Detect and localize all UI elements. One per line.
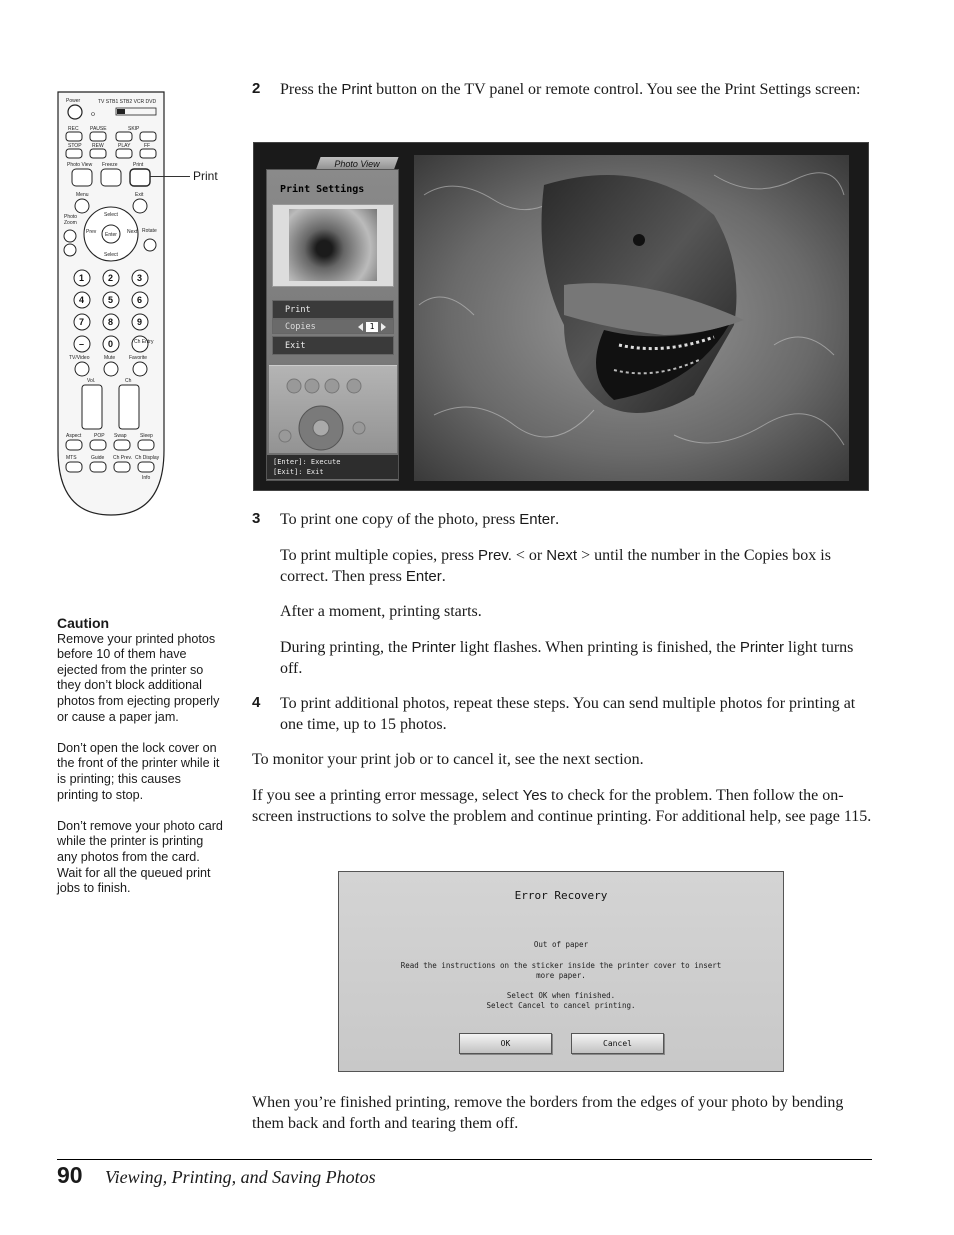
svg-text:SKIP: SKIP <box>128 126 140 132</box>
monitor-paragraph: To monitor your print job or to cancel it, see the next section. <box>252 751 644 768</box>
svg-text:Info: Info <box>142 475 151 481</box>
print-button-ref: Print <box>341 81 373 98</box>
print-settings-screenshot <box>253 142 869 491</box>
favorite-button[interactable] <box>133 362 147 376</box>
svg-text:Ch: Ch <box>125 378 132 384</box>
svg-text:Freeze: Freeze <box>102 162 118 168</box>
tv-video-button[interactable] <box>75 362 89 376</box>
exit-button[interactable] <box>133 199 147 213</box>
step-3-number: 3 <box>252 510 261 527</box>
step-3-paragraph-4: During printing, the Printer light flashes. When printing is finished, the Printer light turns off. <box>280 639 854 677</box>
svg-text:Exit: Exit <box>135 192 144 198</box>
step-4-number: 4 <box>252 694 261 711</box>
ff-button[interactable] <box>140 149 156 158</box>
svg-text:8: 8 <box>108 317 114 327</box>
ok-button[interactable]: OK <box>459 1033 552 1054</box>
zoom-out-button[interactable] <box>64 244 76 256</box>
caution-paragraph-1: Remove your printed photos before 10 of them have ejected from the printer so they don’t block additional photos from ejecting properly or cause a paper jam. <box>57 631 220 724</box>
error-line-2: Read the instructions on the sticker inside the printer cover to insert <box>400 961 722 970</box>
svg-text:Vol.: Vol. <box>87 378 96 384</box>
mute-button[interactable] <box>104 362 118 376</box>
stop-button[interactable] <box>66 149 82 158</box>
svg-text:Select: Select <box>104 212 118 218</box>
error-line-1: Out of paper <box>533 940 589 949</box>
menu-item-copies[interactable]: Copies 1 <box>272 319 394 334</box>
svg-text:7: 7 <box>79 317 85 327</box>
rec-button[interactable] <box>66 132 82 141</box>
step-3-paragraph-2: To print multiple copies, press Prev. < or Next > until the number in the Copies box is correct. Then press Enter. <box>280 547 831 585</box>
photo-thumbnail <box>272 204 394 287</box>
sleep-button[interactable] <box>138 440 154 450</box>
footer-rule <box>57 1159 872 1160</box>
ch-display-button[interactable] <box>138 462 154 472</box>
svg-text:PAUSE: PAUSE <box>90 126 107 132</box>
svg-text:Menu: Menu <box>76 192 89 198</box>
caution-note <box>57 616 225 912</box>
power-label: Power <box>66 98 81 104</box>
svg-text:9: 9 <box>137 317 143 327</box>
step-4-text: To print additional photos, repeat these steps. You can send multiple photos for printing at one time, up to 15 photos. <box>280 695 856 733</box>
running-title: Viewing, Printing, and Saving Photos <box>105 1167 376 1187</box>
error-line-4: Select OK when finished. <box>506 991 616 1000</box>
svg-text:Guide: Guide <box>91 455 105 461</box>
finish-paragraph: When you’re finished printing, remove the borders from the edges of your photo by bending them back and forth and tearing them off. <box>252 1094 844 1132</box>
svg-text:POP: POP <box>94 433 105 439</box>
svg-text:FF: FF <box>144 143 151 149</box>
step-2-number: 2 <box>252 80 261 97</box>
channel-rocker[interactable] <box>119 385 139 429</box>
svg-text:Rotate: Rotate <box>142 228 157 234</box>
skip-forward-button[interactable] <box>140 132 156 141</box>
svg-text:Mute: Mute <box>104 355 116 361</box>
rotate-button[interactable] <box>144 239 156 251</box>
caution-heading: Caution <box>57 615 110 631</box>
svg-text:PLAY: PLAY <box>118 143 131 149</box>
caution-paragraph-3: Don’t remove your photo card while the printer is printing any photos from the card. Wait for all the queued print jobs to finish. <box>57 818 223 896</box>
page-number: 90 <box>57 1162 83 1188</box>
svg-text:2: 2 <box>108 273 114 283</box>
menu-item-print[interactable]: Print <box>272 300 394 319</box>
aspect-button[interactable] <box>66 440 82 450</box>
photo-view-tab: Photo View <box>315 157 398 171</box>
swap-button[interactable] <box>114 440 130 450</box>
remote-control-illustration <box>56 90 166 518</box>
ch-prev-button[interactable] <box>114 462 130 472</box>
remote-control-drawing <box>56 90 166 518</box>
svg-text:1: 1 <box>79 273 85 283</box>
svg-text:Ch Display: Ch Display <box>135 455 160 461</box>
svg-text:Prev: Prev <box>86 229 97 235</box>
copies-stepper[interactable] <box>358 322 388 332</box>
increase-icon[interactable] <box>381 323 386 331</box>
svg-text:Aspect: Aspect <box>66 433 82 439</box>
svg-text:5: 5 <box>108 295 114 305</box>
zoom-in-button[interactable] <box>64 230 76 242</box>
error-paragraph: If you see a printing error message, select Yes to check for the problem. Then follow the on-screen instructions to solve the problem and continue printing. For additional help, see page 115. <box>252 787 872 825</box>
svg-text:Print: Print <box>133 162 144 168</box>
mts-button[interactable] <box>66 462 82 472</box>
print-callout-label: Print <box>193 169 218 183</box>
photo-view-button[interactable] <box>72 169 92 186</box>
svg-text:3: 3 <box>137 273 143 283</box>
svg-text:Sleep: Sleep <box>140 433 153 439</box>
svg-text:STOP: STOP <box>68 143 82 149</box>
svg-text:REC: REC <box>68 126 79 132</box>
svg-text:Ch Entry: Ch Entry <box>134 339 154 345</box>
skip-back-button[interactable] <box>116 132 132 141</box>
dolphin-photo <box>414 155 849 481</box>
source-label: TV STB1 STB2 VCR DVD <box>98 99 157 105</box>
rew-button[interactable] <box>90 149 106 158</box>
error-recovery-title: Error Recovery <box>514 889 608 902</box>
svg-text:Favorite: Favorite <box>129 355 148 361</box>
svg-text:Photo View: Photo View <box>67 162 93 168</box>
svg-text:0: 0 <box>108 339 114 349</box>
copies-value: 1 <box>366 322 378 332</box>
dolphin-photo-drawing <box>414 155 849 481</box>
svg-text:Photo: Photo <box>64 214 78 220</box>
on-screen-remote-graphic <box>269 365 397 453</box>
step-3-paragraph-1: To print one copy of the photo, press Enter. <box>280 511 560 528</box>
decrease-icon[interactable] <box>358 323 363 331</box>
power-button[interactable] <box>68 105 82 119</box>
svg-text:Zoom: Zoom <box>64 220 77 226</box>
cancel-button[interactable]: Cancel <box>571 1033 664 1054</box>
svg-text:6: 6 <box>137 295 143 305</box>
play-button[interactable] <box>116 149 132 158</box>
svg-text:Ch Prev.: Ch Prev. <box>113 455 133 461</box>
pause-button[interactable] <box>90 132 106 141</box>
svg-text:Next: Next <box>127 229 138 235</box>
svg-text:–: – <box>79 339 85 349</box>
svg-text:4: 4 <box>79 295 85 305</box>
step-2-text: Press the Print button on the TV panel or remote control. You see the Print Settings screen: <box>280 81 861 98</box>
svg-text:REW: REW <box>92 143 104 149</box>
guide-button[interactable] <box>90 462 106 472</box>
print-button[interactable] <box>130 169 150 186</box>
volume-rocker[interactable] <box>82 385 102 429</box>
svg-text:Select: Select <box>104 252 118 258</box>
svg-text:Swap: Swap <box>114 433 127 439</box>
print-callout-line <box>150 176 190 177</box>
error-line-5: Select Cancel to cancel printing. <box>486 1001 636 1010</box>
svg-text:TV/Video: TV/Video <box>69 355 90 361</box>
caution-paragraph-2: Don’t open the lock cover on the front of the printer while it is printing; this causes printing to stop. <box>57 740 220 802</box>
help-bar: [Enter]: Execute [Exit]: Exit <box>267 455 398 479</box>
error-line-3: more paper. <box>536 971 586 980</box>
menu-button[interactable] <box>75 199 89 213</box>
svg-text:MTS: MTS <box>66 455 77 461</box>
error-recovery-screenshot <box>338 871 784 1072</box>
pop-button[interactable] <box>90 440 106 450</box>
step-3-paragraph-3: After a moment, printing starts. <box>280 603 482 620</box>
print-settings-title: Print Settings <box>280 184 365 195</box>
menu-item-exit[interactable]: Exit <box>272 336 394 355</box>
svg-text:Enter: Enter <box>105 232 117 238</box>
freeze-button[interactable] <box>101 169 121 186</box>
